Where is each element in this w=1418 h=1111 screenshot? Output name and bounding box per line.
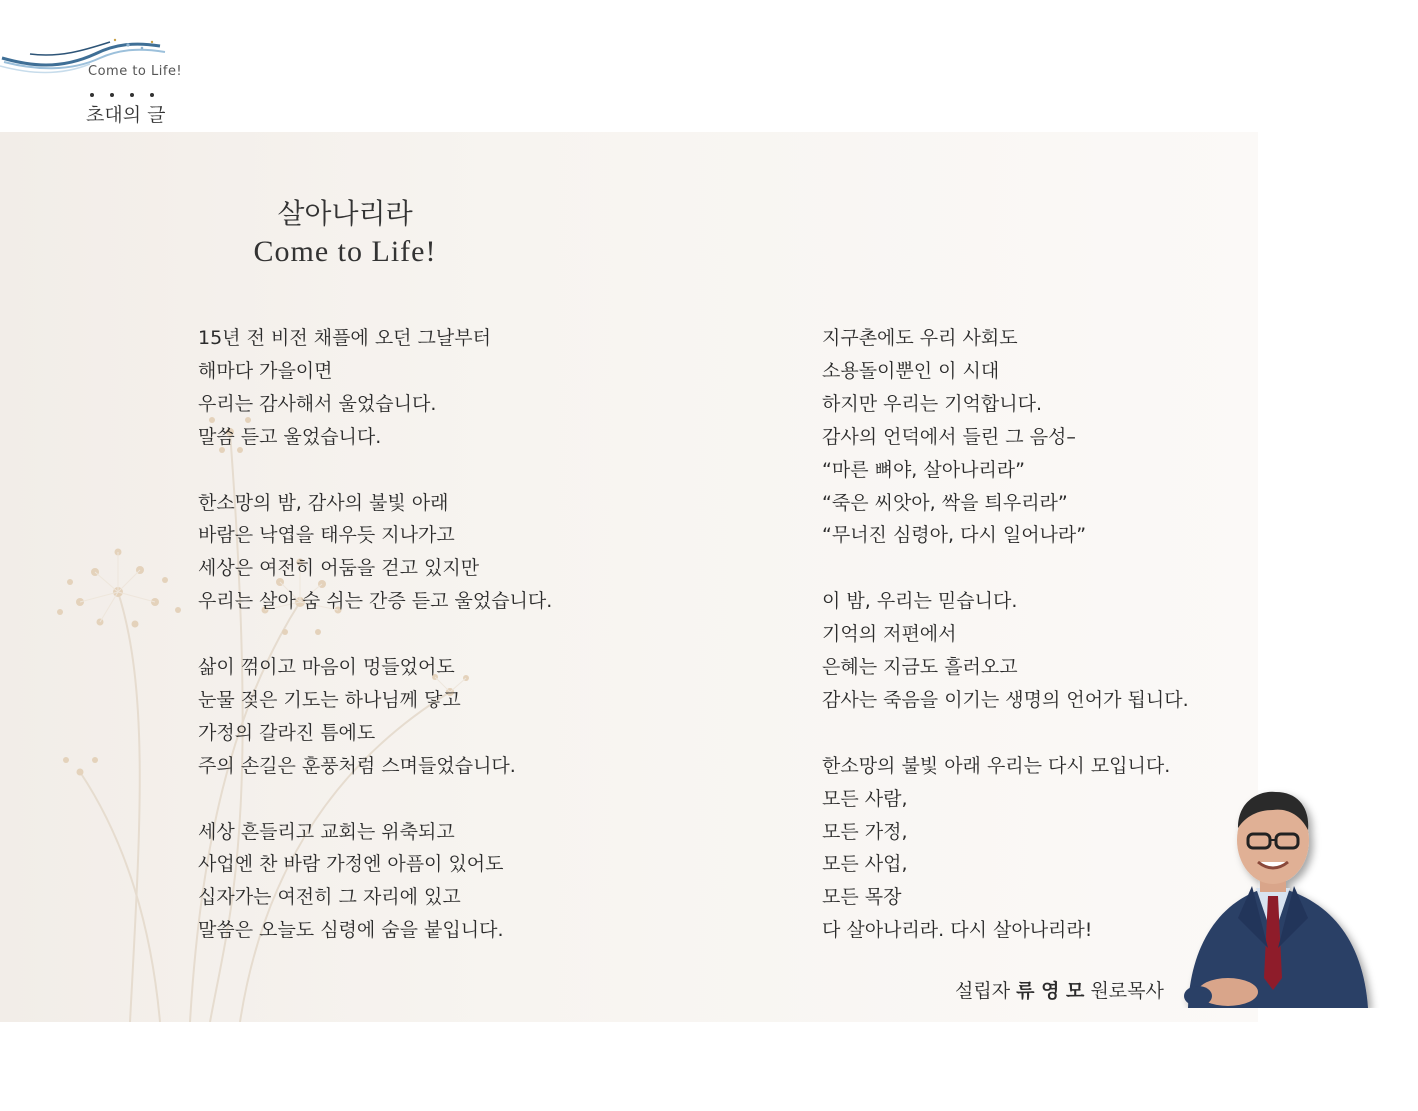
poem-line: “무너진 심령아, 다시 일어나라” xyxy=(822,524,1087,547)
poem-line: 소용돌이뿐인 이 시대 xyxy=(822,359,1000,382)
poem-line: 감사는 죽음을 이기는 생명의 언어가 됩니다. xyxy=(822,688,1189,711)
poem-line: 삶이 꺾이고 마음이 멍들었어도 xyxy=(198,656,455,679)
poem-line: 십자가는 여전히 그 자리에 있고 xyxy=(198,886,461,909)
poem-line: 모든 사람, xyxy=(822,787,908,810)
poem-title-english: Come to Life! xyxy=(253,235,437,268)
poem-line: 15년 전 비전 채플에 오던 그날부터 xyxy=(198,327,491,349)
stanza xyxy=(198,651,718,783)
signature-prefix: 설립자 xyxy=(955,980,1011,1002)
page-header xyxy=(0,0,260,132)
poem-line: 감사의 언덕에서 들린 그 음성– xyxy=(822,425,1076,448)
poem-line: 우리는 감사해서 울었습니다. xyxy=(198,392,437,415)
poem-line: 한소망의 밤, 감사의 불빛 아래 xyxy=(198,491,449,514)
pastor-portrait xyxy=(1168,778,1388,1008)
stanza xyxy=(198,487,718,619)
poem-line: 한소망의 불빛 아래 우리는 다시 모입니다. xyxy=(822,754,1171,777)
poem-line: 세상은 여전히 어둠을 걷고 있지만 xyxy=(198,557,480,580)
stanza xyxy=(198,816,718,948)
poem-line: 가정의 갈라진 틈에도 xyxy=(198,721,376,744)
poem-line: 해마다 가을이면 xyxy=(198,359,333,382)
poem-line: 우리는 살아 숨 쉬는 간증 듣고 울었습니다. xyxy=(198,590,553,613)
signature xyxy=(955,976,1164,1003)
stanza xyxy=(822,585,1242,717)
poem-line: “죽은 씨앗아, 싹을 틔우리라” xyxy=(822,491,1068,514)
poem-line: 은혜는 지금도 흘러오고 xyxy=(822,656,1018,679)
signature-name: 류 영 모 xyxy=(1016,980,1085,1002)
poem-line: 지구촌에도 우리 사회도 xyxy=(822,327,1018,349)
stanza xyxy=(198,322,718,454)
poem-line: 모든 사업, xyxy=(822,853,908,876)
poem-line: 모든 가정, xyxy=(822,820,908,843)
poem-line: “마른 뼈야, 살아나리라” xyxy=(822,458,1025,481)
poem-line: 다 살아나리라. 다시 살아나리라! xyxy=(822,919,1093,942)
poem-left-column xyxy=(198,322,718,980)
poem-line: 말씀은 오늘도 심령에 숨을 붙입니다. xyxy=(198,919,504,942)
poem-line: 모든 목장 xyxy=(822,886,902,909)
poem-line: 하지만 우리는 기억합니다. xyxy=(822,392,1043,415)
poem-line: 사업엔 찬 바람 가정엔 아픔이 있어도 xyxy=(198,853,504,876)
section-label: 초대의 글 xyxy=(86,104,166,126)
poem-line: 기억의 저편에서 xyxy=(822,623,957,646)
signature-suffix: 원로목사 xyxy=(1090,980,1164,1002)
poem-line: 바람은 낙엽을 태우듯 지나가고 xyxy=(198,524,455,547)
logo-text: Come to Life! xyxy=(88,64,183,79)
poem-title-korean: 살아나리라 xyxy=(277,197,413,230)
stanza xyxy=(822,322,1242,552)
poem-line: 이 밤, 우리는 믿습니다. xyxy=(822,590,1018,613)
poem-line: 세상 흔들리고 교회는 위축되고 xyxy=(198,820,455,843)
poem-line: 말씀 듣고 울었습니다. xyxy=(198,425,382,448)
poem-line: 주의 손길은 훈풍처럼 스며들었습니다. xyxy=(198,754,516,777)
poem-line: 눈물 젖은 기도는 하나님께 닿고 xyxy=(198,688,461,711)
logo-dots xyxy=(90,82,170,101)
